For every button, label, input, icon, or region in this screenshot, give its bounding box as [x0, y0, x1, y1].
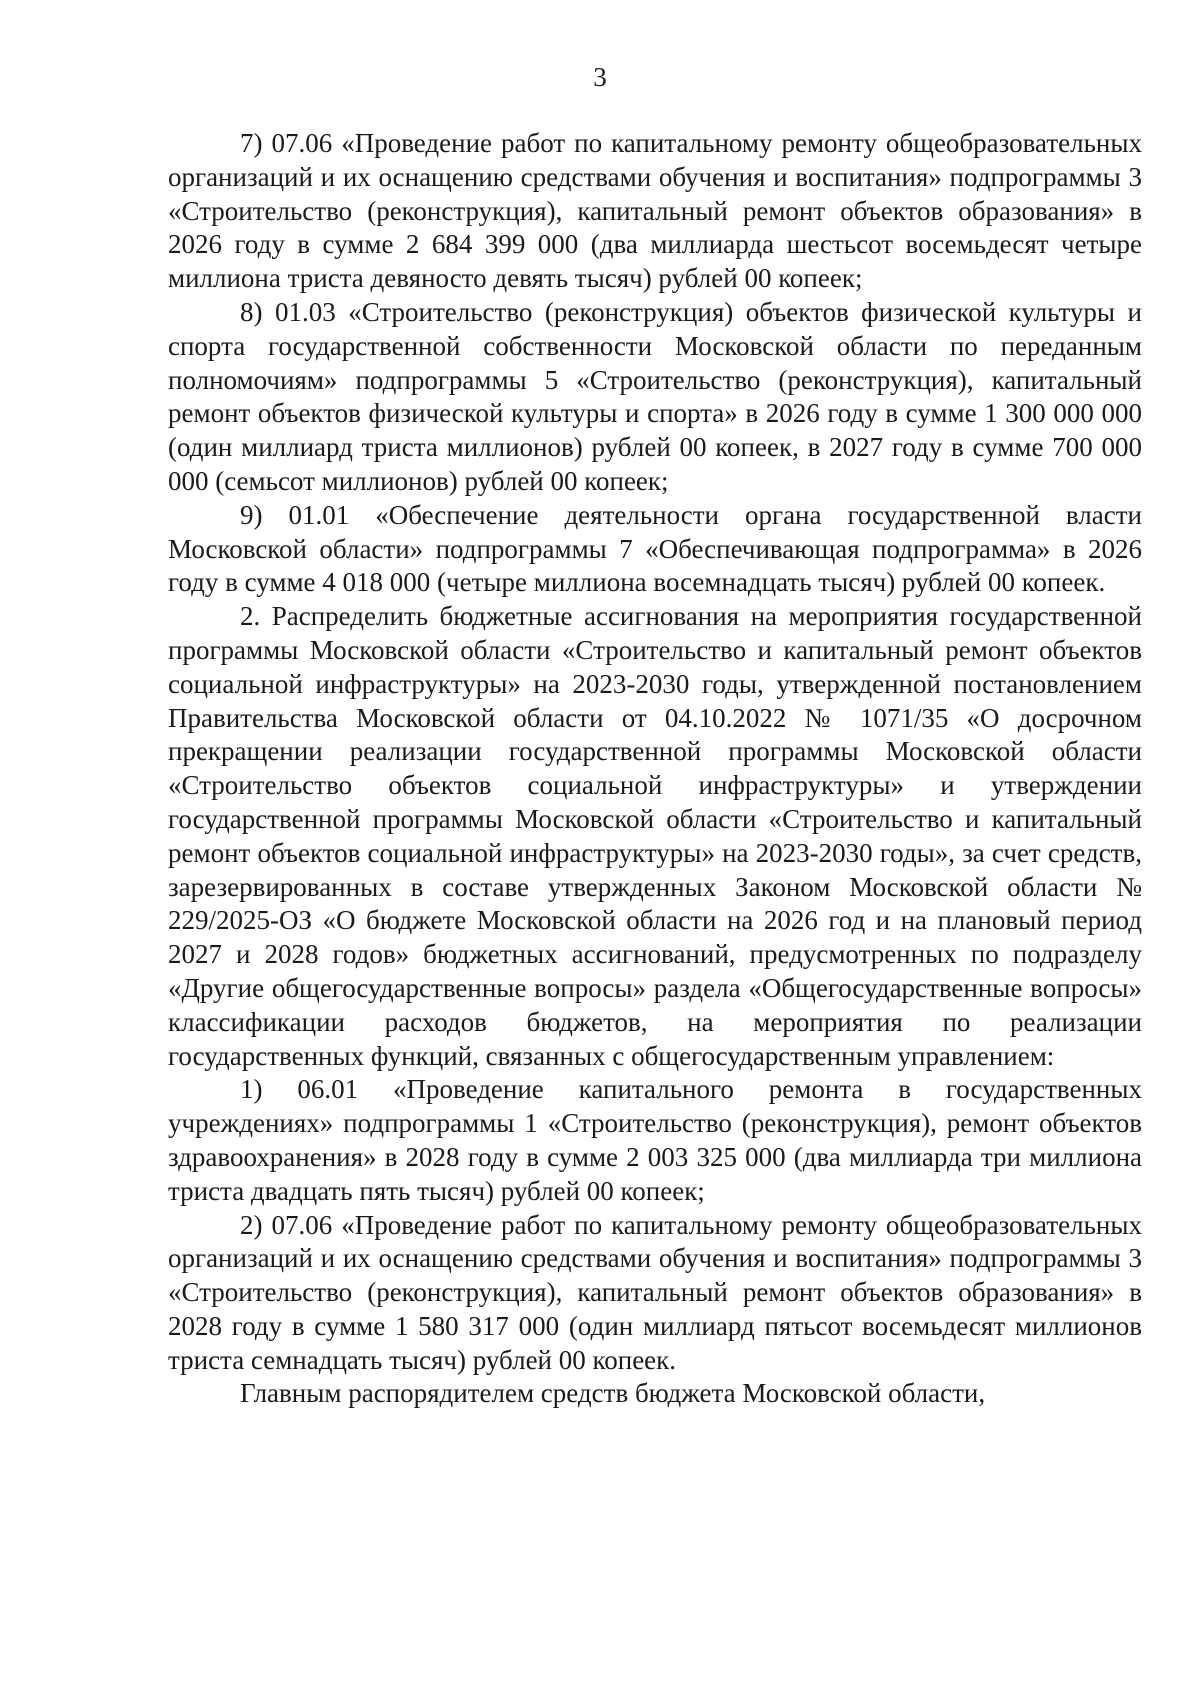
paragraph-item-8: 8) 01.03 «Строительство (реконструкция) объектов физической культуры и спорта государственной собственности Московской области по переданным полномочиям» подпрограммы 5 «Строительство (реконструкция), капитальный ремонт объектов физической культуры и спорта» в 2026 году в сумме 1 300 000 000 (один миллиард триста миллионов) рублей 00 копеек, в 2027 году в сумме 700 000 000 (семьсот миллионов) рублей 00 копеек; — [168, 296, 1142, 496]
paragraph-subitem-2: 2) 07.06 «Проведение работ по капитальному ремонту общеобразовательных организаций и их оснащению средствами обучения и воспитания» подпрограммы 3 «Строительство (реконструкция), капитальный ремонт объектов образования» в 2028 году в сумме 1 580 317 000 (один миллиард пятьсот восемьдесят миллионов триста семнадцать тысяч) рублей 00 копеек. — [168, 1209, 1142, 1375]
paragraph-main-manager: Главным распорядителем средств бюджета Московской области, — [240, 1378, 986, 1409]
paragraph-section-2: 2. Распределить бюджетные ассигнования на мероприятия государственной программы Московской области «Строительство и капитальный ремонт объектов социальной инфраструктуры» на 2023-2030 годы, утвержденной постановлением Правительства Московской области от 04.10.2022 № 1071/35 «О досрочном прекращении реализации государственной программы Московской области «Строительство объектов социальной инфраструктуры» и утверждении государственной программы Московской области «Строительство и капитальный ремонт объектов социальной инфраструктуры» на 2023-2030 годы», за счет средств, зарезервированных в составе утвержденных Законом Московской области № 229/2025-ОЗ «О бюджете Московской области на 2026 год и на плановый период 2027 и 2028 годов» бюджетных ассигнований, предусмотренных по подразделу «Другие общегосударственные вопросы» раздела «Общегосударственные вопросы» классификации расходов бюджетов, на мероприятия по реализации государственных функций, связанных с общегосударственным управлением: — [168, 601, 1142, 1071]
page-number: 3 — [593, 62, 607, 92]
paragraph-item-9: 9) 01.01 «Обеспечение деятельности органа государственной власти Московской области» подпрограммы 7 «Обеспечивающая подпрограмма» в 2026 году в сумме 4 018 000 (четыре миллиона восемнадцать тысяч) рублей 00 копеек. — [168, 499, 1142, 598]
document-body — [168, 127, 1142, 1411]
paragraph-item-7: 7) 07.06 «Проведение работ по капитальному ремонту общеобразовательных организаций и их оснащению средствами обучения и воспитания» подпрограммы 3 «Строительство (реконструкция), капитальный ремонт объектов образования» в 2026 году в сумме 2 684 399 000 (два миллиарда шестьсот восемьдесят четыре миллиона триста девяносто девять тысяч) рублей 00 копеек; — [168, 128, 1142, 294]
paragraph-subitem-1: 1) 06.01 «Проведение капитального ремонта в государственных учреждениях» подпрограммы 1 «Строительство (реконструкция), ремонт объектов здравоохранения» в 2028 году в сумме 2 003 325 000 (два миллиарда три миллиона триста двадцать пять тысяч) рублей 00 копеек; — [168, 1074, 1142, 1206]
